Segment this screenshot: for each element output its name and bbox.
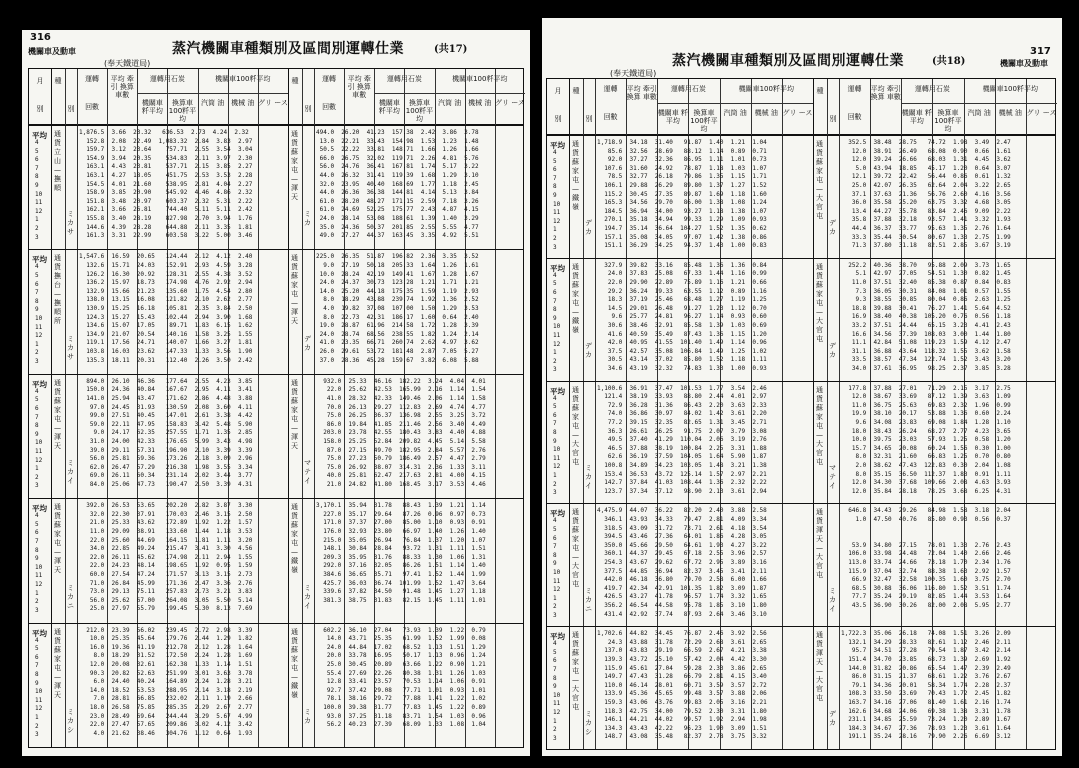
header-oil-sub1: 汽筒 油: [723, 109, 747, 117]
left-page-number: 316: [30, 32, 51, 43]
header-type: 種: [816, 87, 824, 95]
block-data-rows: 1,100.6 36.91 37.47 101.53 1.77 3.54 2.46 121.4 38.19 33.93 88.80 2.44 4.01 2.97 72.9 36.28 31.36 86.43 2.20 3.63 2.33 74.0 36.86 30.97 84.02 1.42 3.61 2.20 77.2 39.15 32.35 82.65 1.31 3.45 2.71 36.3 26.61 26.25 91.75 2.07 3.79 3.08 49.5 37.40 41.29 110.04 2.06 3.19 2.76 46.5 37.88 38.19 100.84 2.25 3.31 1.88 62.6 36.19 37.59 104.05 1.64 5.90 1.87 100.8 34.89 34.23 103.05 1.48 3.21 1.38 153.4 36.53 43.72 125.14 1.57 2.97 2.21 142.7 37.84 41.03 108.44 1.36 2.32 2.22 123.7 37.34 37.12 98.90 2.13 3.61 2.94: [597, 384, 767, 495]
block-engine-class: デカ: [829, 709, 836, 727]
block-data-rows: 327.9 39.82 33.16 85.48 1.36 1.36 0.84 24.0 37.83 25.08 67.33 1.44 1.16 0.99 22.0 29.90 22.89 75.89 1.16 1.21 0.66 29.2 36.24 19.33 63.55 1.12 0.89 1.16 18.3 37.19 25.46 68.48 1.27 1.19 1.25 14.5 29.01 26.48 91.27 1.23 1.12 0.70 9.6 25.77 24.81 96.27 1.14 0.93 0.60 30.6 38.46 32.91 85.58 1.39 1.03 0.69 41.6 40.59 35.49 87.43 1.36 1.15 1.20 42.0 40.95 41.55 101.40 1.49 1.14 0.96 37.5 42.57 35.08 106.84 1.49 1.25 1.02 30.5 43.14 37.02 85.80 1.52 1.18 1.11 34.6 43.19 32.32 74.83 1.33 1.00 0.93: [604, 261, 767, 372]
header-oil-sub2: 機械 油: [468, 99, 492, 107]
data-block: [29, 623, 523, 747]
block-route-name: 通貨 撫台—撫順所: [54, 254, 61, 326]
header-coal: 運轉用石炭: [670, 85, 706, 93]
block-average-label: 平均: [550, 509, 565, 519]
block-average-label: 平均: [550, 386, 565, 396]
data-block: [547, 626, 1055, 749]
block-engine-class: ミカイ: [829, 587, 836, 614]
block-route-name: 通貨 蘇家屯—渾天: [54, 627, 61, 699]
header-coal-sub2: 換算車 100粁平均: [934, 109, 962, 133]
left-page: [22, 30, 530, 756]
left-header-small: 機關車及動車: [28, 47, 76, 56]
block-route-name: 通貨 渾天—大官屯: [816, 508, 823, 580]
header-runs: 運轉: [322, 75, 337, 83]
block-average-label: 平均: [32, 379, 47, 389]
block-engine-class: ミカ: [304, 707, 311, 725]
right-page-title: 蒸汽機關車種類別及區間別運轉仕業: [672, 53, 904, 69]
block-route-name: 通貨 蘇家屯—鐵嶺: [291, 503, 298, 575]
data-block: [547, 503, 1055, 626]
right-page-series: (共18): [932, 56, 966, 67]
block-data-rows: 1,876.5 3.66 23.32 636.53 2.73 4.24 2.32 152.8 2.08 22.49 1,083.32 2.84 3.83 2.97 159.7 3.12 23.64 757.71 2.55 3.54 3.04 154.9 3.94 20.35 534.83 2.11 3.97 2.30 163.1 4.43 23.81 537.71 2.15 3.85 2.27 163.1 4.27 18.05 451.75 2.53 3.53 2.28 154.5 4.01 21.60 538.95 2.81 4.04 2.27 158.9 3.85 20.90 545.92 4.46 4.86 2.32 151.8 3.48 20.97 603.37 2.32 5.31 2.22 162.1 3.66 26.81 744.40 5.11 5.11 2.42 155.8 3.40 28.19 827.98 2.70 3.94 1.76 144.6 4.39 28.28 644.88 2.11 3.35 1.81 161.3 3.31 22.99 603.58 3.22 5.00 3.46: [79, 129, 253, 240]
block-route-name: 通貨 蘇家屯—渾天: [54, 378, 61, 450]
header-coal: 運轉用石炭: [149, 75, 185, 83]
header-count: 回數: [603, 113, 618, 121]
header-oil: 機關車100粁平均: [738, 85, 794, 93]
header-oil-sub1: 汽筒 油: [201, 99, 225, 107]
header-coal-sub1: 機關車 粁平均: [657, 109, 688, 125]
header-type: 種: [572, 87, 580, 95]
table-header: [29, 69, 523, 125]
block-engine-class: ミカニ: [585, 587, 592, 614]
header-oil: 機關車100粁平均: [215, 75, 271, 83]
data-block: [29, 125, 523, 249]
header-coal-sub1: 機關車 粁平均: [378, 99, 400, 115]
block-engine-class: ミカイ: [304, 583, 311, 610]
left-page-title: 蒸汽機關車種類別及區間別運轉仕業: [172, 41, 404, 57]
header-oil-sub3: グリ ース: [257, 99, 288, 107]
header-route: 別: [67, 105, 75, 113]
header-type: 種: [291, 77, 299, 85]
header-runs: 運轉: [85, 75, 100, 83]
block-engine-class: マテイ: [304, 459, 311, 486]
data-block: [547, 381, 1055, 504]
left-data-table: [28, 68, 524, 748]
block-data-rows: 1,702.6 44.82 34.45 76.87 2.46 3.92 2.56 24.3 43.88 31.78 72.29 2.68 3.61 2.65 137.0 43.83 29.19 66.59 2.67 4.21 3.38 139.3 43.72 25.10 57.42 2.04 4.42 3.30 115.9 45.61 27.04 59.28 2.33 3.86 2.65 149.7 47.43 31.28 66.79 2.81 4.15 3.40 110.0 46.14 28.01 60.71 3.59 3.57 2.72 133.9 45.36 45.65 99.48 3.57 3.88 2.06 159.3 43.06 43.76 99.83 2.05 3.16 2.21 118.3 42.75 34.00 79.52 2.30 3.31 1.80 146.1 44.21 44.02 99.57 1.92 2.94 1.98 134.3 43.43 42.22 96.23 1.90 3.09 1.51 148.7 43.08 35.48 82.37 2.78 3.75 3.32: [597, 630, 767, 741]
header-avg-tons: 平均 牽引 換算 車數: [870, 85, 901, 101]
block-month-list: 4 5 6 7 8 9 10 11 12 1 2 3: [553, 640, 561, 742]
block-engine-class: マテイ: [829, 464, 836, 491]
block-average-label: 平均: [32, 504, 47, 514]
block-data-rows: 4,475.9 44.07 36.22 82.20 2.40 3.88 2.58 346.1 43.93 34.33 79.47 2.81 4.09 3.34 318.5 43.09 31.72 73.71 2.61 4.18 3.54 394.5 43.46 27.36 64.01 1.86 4.28 3.05 350.0 45.66 29.50 64.61 1.93 4.27 3.22 360.1 44.37 29.45 67.18 2.55 3.96 2.57 254.3 43.67 29.62 67.72 2.95 3.89 3.16 377.5 44.85 36.94 82.37 3.45 3.41 2.11 442.0 46.18 36.80 79.70 2.58 6.00 1.66 419.7 42.34 42.91 101.35 1.82 3.09 1.87 426.5 43.27 41.78 96.57 1.74 3.32 1.65 356.2 46.54 44.58 95.78 1.85 3.10 1.80 431.4 42.92 37.74 87.93 2.64 3.46 3.10: [597, 507, 767, 618]
block-month-list: 4 5 6 7 8 9 10 11 12 1 2 3: [35, 139, 43, 241]
block-route-name: 通貨 蘇家屯—渾天: [291, 130, 298, 201]
block-route-name: 通貨 蘇家屯—鐵嶺: [572, 140, 579, 211]
data-block: [547, 258, 1055, 381]
right-data-table: [546, 78, 1056, 750]
header-count: 回數: [847, 113, 862, 121]
block-average-label: 平均: [550, 632, 565, 642]
data-block: [29, 249, 523, 373]
block-engine-class: ミカサ: [67, 210, 74, 237]
block-engine-class: ミカイ: [67, 459, 74, 486]
block-route-name: 通貨 蘇家屯—大官屯: [816, 140, 823, 220]
header-oil: 機關車100粁平均: [452, 75, 508, 83]
right-header-small: 機關車及動車: [1000, 59, 1048, 68]
block-data-rows: 602.2 36.10 27.04 73.93 1.39 1.22 0.79 14.0 43.71 25.35 61.99 1.52 1.99 0.08 24.0 44.84 17.02 68.52 1.13 1.51 1.29 20.0 33.78 16.95 50.17 1.13 0.96 1.24 25.0 30.45 20.89 63.66 1.22 0.90 1.21 55.4 27.69 22.26 80.38 1.31 1.26 1.03 12.8 33.41 23.57 70.53 1.14 1.06 0.91 92.7 37.42 29.08 77.71 1.01 0.93 1.01 78.1 38.16 29.72 77.88 1.41 1.22 1.02 100.0 39.38 31.77 77.83 1.45 1.22 0.89 93.0 37.25 31.18 83.71 1.54 1.03 0.96 56.2 40.23 27.39 68.09 1.33 1.08 1.04: [323, 626, 486, 729]
block-average-label: 平均: [32, 628, 47, 638]
block-route-name: 通貨 蘇家屯—大官屯: [816, 262, 823, 343]
block-average-label: 平均: [550, 263, 565, 273]
block-data-rows: 894.0 26.10 46.36 177.64 2.55 4.23 3.85 150.0 24.36 40.84 167.67 2.95 4.11 3.41 141.0 25.94 43.47 171.62 2.86 4.48 3.88 97.0 24.45 31.93 130.59 2.08 3.60 4.11 99.0 27.51 40.45 147.01 2.61 3.38 4.42 59.0 22.11 47.95 158.83 3.42 5.48 5.90 9.0 24.17 62.35 257.55 1.71 1.35 2.85 31.0 24.00 42.33 176.65 5.99 3.43 4.98 39.0 29.11 57.31 196.90 2.10 3.39 3.39 56.0 25.81 59.36 173.26 2.18 3.09 2.96 62.0 26.47 57.29 216.38 1.98 3.55 3.34 69.0 26.11 60.34 231.14 2.02 3.44 3.77 84.0 25.06 47.73 190.47 2.50 3.39 4.31: [86, 377, 253, 488]
header-oil-sub3: グリ ース: [782, 109, 813, 117]
header-coal: 運轉用石炭: [914, 85, 950, 93]
header-oil-sub2: 機械 油: [998, 109, 1022, 117]
header-avg-tons: 平均 牽引 換算 車數: [626, 85, 657, 101]
header-route: 別: [829, 115, 837, 123]
block-data-rows: 494.0 26.20 41.23 157.38 2.42 3.86 3.78 13.0 22.21 33.43 154.98 1.53 1.23 1.48 50.5 22.22 33.81 148.71 1.66 1.26 1.66 66.0 26.75 32.02 119.71 2.26 4.81 5.76 56.0 24.76 36.41 167.81 1.74 5.17 3.22 44.0 26.32 31.41 119.39 1.68 1.29 3.10 32.0 23.95 40.40 168.69 1.77 1.18 2.45 44.0 26.36 36.38 144.81 4.14 5.13 3.84 61.0 28.20 48.27 171.15 2.59 7.18 3.26 61.0 24.69 52.25 175.77 2.43 4.87 4.15 24.0 28.14 53.08 188.61 1.39 1.40 3.29 35.0 24.36 50.37 201.85 2.55 5.55 4.77 49.0 27.27 44.37 163.45 3.35 4.92 5.51: [316, 129, 479, 240]
left-region-note: (奉天鐵道局): [104, 59, 151, 68]
header-subline: [657, 103, 813, 104]
header-category: 別: [36, 105, 44, 113]
header-oil-sub3: グリ ース: [494, 99, 525, 107]
block-month-list: 4 5 6 7 8 9 10 11 12 1 2 3: [35, 512, 43, 614]
header-route: 別: [585, 115, 593, 123]
block-data-rows: 1,547.6 16.59 20.65 124.44 2.12 4.12 2.40 132.6 15.71 24.03 152.91 2.93 4.59 3.28 126.2 16.30 20.92 128.31 2.55 4.38 3.52 136.2 15.97 18.73 174.98 4.76 2.92 2.94 132.9 15.66 21.23 135.60 1.75 4.54 2.80 138.0 13.15 16.08 121.82 2.10 2.62 2.77 130.9 15.25 16.18 105.81 2.35 3.84 2.50 124.3 15.27 15.43 102.44 2.94 3.90 1.68 134.6 15.07 17.05 89.71 1.83 6.15 1.62 134.9 21.07 20.54 140.16 1.58 3.25 1.55 119.1 17.56 24.71 140.07 1.66 3.27 1.81 103.8 16.03 23.62 147.33 1.33 3.56 1.90 135.3 18.11 20.31 112.40 2.26 3.50 2.42: [79, 253, 253, 364]
data-block: [547, 135, 1055, 258]
header-oil-sub2: 機械 油: [231, 99, 255, 107]
block-month-list: 4 5 6 7 8 9 10 11 12 1 2 3: [553, 271, 561, 374]
block-data-rows: 3,170.1 35.94 31.78 88.43 1.39 1.21 1.14 227.0 35.17 29.64 87.26 0.96 0.97 0.73 171.0 37.37 27.00 85.00 1.10 0.93 0.91 176.0 32.93 23.80 66.97 1.40 1.26 1.40 215.0 35.05 26.94 76.84 1.37 1.20 1.07 148.1 30.84 28.84 93.72 1.31 1.11 1.51 209.3 35.95 31.76 88.33 1.30 1.06 1.31 292.0 37.16 32.05 86.26 1.51 1.14 1.40 384.6 36.65 35.71 97.41 1.52 1.44 1.99 425.7 36.03 36.74 101.99 1.52 1.47 3.64 339.6 37.82 34.50 91.48 1.45 1.27 1.18 381.3 38.75 31.83 82.15 1.45 1.11 1.01: [316, 502, 486, 604]
block-data-rows: 212.0 23.39 56.02 239.45 2.72 2.98 3.39 10.0 25.35 45.64 179.76 2.44 1.29 1.82 16.0 19.36 41.19 212.78 2.12 1.28 1.64 8.0 18.29 31.52 172.50 2.24 1.28 1.69 12.0 20.08 32.61 162.38 1.33 1.14 1.51 90.3 20.82 52.63 251.99 3.01 3.63 3.78 6.0 24.40 40.24 164.89 2.24 1.28 3.21 14.0 18.52 53.53 288.95 2.14 3.18 2.19 7.0 28.81 66.85 232.02 2.11 1.19 2.66 18.0 26.58 75.85 285.35 2.29 2.67 2.77 23.0 28.49 69.64 244.44 3.29 5.67 4.99 22.0 27.47 57.65 209.86 3.02 4.12 3.42 4.0 21.62 38.46 304.76 1.12 0.64 1.93: [86, 626, 253, 737]
block-engine-class: ミカサ: [67, 334, 74, 361]
block-engine-class: デカ: [585, 218, 592, 236]
block-data-rows: 352.5 38.48 28.75 74.72 1.98 3.49 2.47 12.0 38.91 26.49 68.08 0.90 0.66 1.61 12.0 39.24 26.66 68.03 1.31 4.45 3.62 5.0 43.94 18.85 45.17 1.20 0.64 3.07 12.1 39.72 22.42 56.44 0.86 0.61 1.32 25.0 42.07 26.35 62.64 2.04 3.22 2.65 37.1 37.63 21.36 56.76 2.60 4.16 3.56 36.0 35.58 25.20 63.75 3.32 4.68 3.05 13.4 44.27 35.78 83.84 2.46 9.09 2.22 35.8 37.88 32.18 93.57 1.41 3.32 1.93 44.4 36.37 33.77 95.63 1.35 2.76 1.64 33.3 35.44 30.54 80.67 1.33 2.75 1.99 71.3 37.80 31.18 82.51 2.85 3.67 3.19: [848, 139, 1011, 250]
block-average-label: 平均: [32, 131, 47, 140]
header-type: 種: [54, 77, 62, 85]
block-route-name: 通貨 蘇家屯—鐵嶺: [291, 627, 298, 699]
header-runs: 運轉: [603, 85, 618, 93]
left-page-series: (共17): [434, 44, 468, 55]
header-category: 別: [554, 115, 562, 123]
block-data-rows: 177.8 37.88 27.01 71.29 2.15 3.17 2.75 12.0 38.67 33.69 87.12 1.39 3.63 1.09 11.0 36.75 25.63 69.83 2.32 1.96 0.99 19.9 38.10 20.17 53.88 1.36 0.60 2.24 9.6 34.08 23.83 69.08 1.84 1.28 1.10 18.0 38.43 26.24 68.27 2.77 4.23 3.65 10.0 39.75 23.03 57.93 1.25 0.58 1.20 15.7 34.65 20.08 60.24 1.56 0.30 1.00 8.0 32.31 21.60 66.83 1.25 0.70 0.80 2.0 38.62 47.43 122.83 0.30 2.04 1.08 8.0 35.15 36.50 112.37 1.83 0.91 1.11 12.0 34.30 37.68 109.66 2.08 4.63 3.93 12.0 35.84 28.18 78.25 3.68 6.25 4.31: [848, 384, 1011, 495]
header-coal-sub2: 換算車 100粁平均: [690, 109, 718, 133]
block-data-rows: 392.0 26.53 53.65 202.20 2.82 3.87 3.30 32.0 22.30 37.91 170.03 2.46 3.15 2.50 21.0 25.33 43.62 172.89 1.92 1.22 1.57 11.0 29.09 38.91 133.60 1.44 1.18 3.53 22.0 25.60 44.69 164.15 1.81 1.11 3.20 34.0 22.85 49.24 215.47 3.41 3.30 4.56 22.0 26.11 45.62 174.98 2.11 2.94 1.55 22.0 24.23 48.14 198.65 1.92 0.95 1.59 60.0 27.54 47.24 171.57 3.13 3.15 2.73 71.0 26.84 45.99 171.36 2.47 3.36 2.76 73.0 29.13 75.11 257.83 2.73 3.21 3.83 56.0 25.62 67.00 264.08 3.05 5.50 5.14 25.0 27.97 55.79 199.45 5.30 8.13 7.69: [86, 502, 253, 613]
block-month-list: 4 5 6 7 8 9 10 11 12 1 2 3: [35, 636, 43, 739]
header-avg-tons: 平均 牽引 換算 車數: [110, 75, 134, 99]
block-route-name: 通貨 蘇家屯—大官屯: [572, 385, 579, 466]
block-route-name: 通貨 蘇家屯—渾天: [291, 378, 298, 450]
block-route-name: 通貨 蘇家屯—渾天: [291, 254, 298, 326]
header-oil-sub1: 汽筒 油: [967, 109, 991, 117]
header-oil-sub2: 機械 油: [754, 109, 778, 117]
header-oil: 機關車100粁平均: [982, 85, 1038, 93]
block-route-name: 通貨 渾天—大官屯: [816, 631, 823, 703]
block-route-name: 通貨 蘇家屯—大官屯: [816, 385, 823, 466]
table-header: [547, 79, 1055, 135]
block-data-rows: 1,722.3 35.06 26.18 74.08 1.51 3.26 2.09 132.1 34.29 28.33 82.61 1.12 2.46 2.11 95.7 34.51 27.28 79.54 1.87 3.42 2.14 151.4 34.70 23.85 68.73 1.39 2.69 1.92 144.0 31.82 20.86 65.54 1.47 2.39 2.49 86.0 31.15 21.37 68.61 1.22 3.76 2.67 79.1 34.36 20.01 58.34 1.74 2.28 2.37 108.3 33.50 23.69 70.43 1.72 2.45 1.82 163.7 34.16 27.06 81.40 1.61 2.16 1.74 162.6 34.68 24.06 69.38 1.38 3.31 1.78 231.1 34.85 25.59 73.24 1.20 2.89 1.67 184.3 34.67 27.36 78.93 1.23 3.61 1.64 191.1 35.24 28.16 79.90 2.26 6.69 3.12: [841, 630, 1011, 741]
block-data-rows: 252.2 40.36 38.70 95.88 2.09 3.73 1.65 5.1 42.97 27.05 54.51 1.30 0.82 1.45 11.0 37.51 32.40 85.38 0.87 0.84 0.83 7.3 36.05 30.31 84.08 1.01 0.57 1.55 9.3 38.55 30.85 80.04 0.86 2.63 1.25 18.8 39.88 30.41 76.27 1.41 5.64 4.52 16.9 38.40 40.38 105.20 0.76 0.56 1.18 33.2 37.51 24.44 65.15 3.23 4.41 2.43 16.6 34.56 37.39 108.03 3.00 1.44 1.80 11.1 42.84 51.08 119.23 1.59 4.12 2.47 31.1 36.88 43.64 118.32 1.55 3.62 1.58 33.5 38.57 47.34 122.74 1.52 3.43 3.20 34.0 37.61 36.95 98.25 2.37 3.85 3.28: [848, 261, 1011, 372]
header-subline: [137, 93, 288, 94]
data-block: [29, 374, 523, 498]
header-route: 別: [304, 105, 312, 113]
data-block: [29, 498, 523, 622]
header-subline: [901, 103, 1057, 104]
header-coal-sub2: 換算車 100粁平均: [405, 99, 434, 123]
block-route-name: 通貨 蘇家屯—鐵嶺: [572, 262, 579, 334]
header-runs: 運轉: [847, 85, 862, 93]
block-month-list: 4 5 6 7 8 9 10 11 12 1 2 3: [553, 149, 561, 251]
header-oil-sub1: 汽筒 油: [438, 99, 462, 107]
right-page: [542, 18, 1062, 756]
block-average-label: 平均: [550, 141, 565, 150]
header-coal-sub1: 機關車 粁平均: [141, 99, 163, 115]
block-engine-class: デカ: [304, 334, 311, 352]
block-route-name: 通貨 蘇家屯—大官屯: [572, 631, 579, 712]
block-engine-class: ミカシ: [67, 707, 74, 734]
block-average-label: 平均: [32, 255, 47, 265]
header-coal-sub2: 換算車 100粁平均: [168, 99, 197, 123]
header-subline: [374, 93, 525, 94]
right-page-number: 317: [1030, 46, 1051, 57]
block-month-list: 4 5 6 7 8 9 10 11 12 1 2 3: [553, 394, 561, 497]
block-month-list: 4 5 6 7 8 9 10 11 12 1 2 3: [35, 387, 43, 490]
block-engine-class: デカ: [829, 341, 836, 359]
header-month: 月: [554, 87, 562, 95]
block-route-name: 通貨 立山—撫順: [54, 130, 61, 192]
block-data-rows: 646.8 34.43 29.26 84.98 1.58 3.18 2.04 1.0 47.50 40.76 85.80 0.93 0.56 0.37 53.9 34.80 27.15 78.01 1.33 2.76 2.43 106.0 33.98 24.48 72.04 1.40 2.66 2.46 113.0 33.74 24.66 73.18 1.70 2.34 1.76 115.9 37.04 32.74 88.38 1.63 2.92 1.57 66.9 32.47 32.58 100.35 1.60 3.75 2.70 68.5 30.88 36.06 116.80 1.52 3.51 1.74 77.7 35.24 29.19 82.85 1.44 3.53 1.64 43.5 36.90 30.26 82.00 2.08 5.95 2.77: [848, 507, 1011, 609]
block-data-rows: 225.0 26.35 51.87 196.82 2.36 3.35 3.52 9.0 27.19 50.18 205.33 1.64 1.26 1.61 10.0 28.24 42.19 149.41 1.67 1.28 1.67 24.0 24.37 30.73 123.28 1.21 1.71 1.21 14.0 25.20 44.18 175.35 1.59 1.19 2.93 8.0 18.29 43.88 239.74 1.92 1.36 2.52 4.0 19.82 37.08 107.00 1.50 1.29 3.53 8.0 22.73 42.31 186.17 1.60 0.64 2.40 19.0 28.87 61.96 214.58 1.72 1.28 3.39 24.0 28.74 68.56 238.55 1.82 1.24 2.14 41.0 23.35 66.71 260.74 2.62 4.97 3.62 26.0 29.61 53.72 181.48 2.87 7.05 5.27 37.0 28.36 45.28 159.67 3.82 6.08 5.88: [316, 253, 479, 364]
header-avg-tons: 平均 牽引 換算 車數: [347, 75, 371, 99]
header-count: 回數: [322, 103, 337, 111]
header-count: 回數: [85, 103, 100, 111]
block-engine-class: ミカイ: [585, 464, 592, 491]
header-oil-sub3: グリ ース: [1026, 109, 1057, 117]
block-month-list: 4 5 6 7 8 9 10 11 12 1 2 3: [35, 263, 43, 365]
block-month-list: 4 5 6 7 8 9 10 11 12 1 2 3: [553, 517, 561, 619]
block-engine-class: ミカシ: [585, 709, 592, 736]
block-data-rows: 1,718.9 34.18 31.40 91.87 1.40 1.21 1.04 85.6 32.56 28.69 88.12 1.14 0.89 0.71 92.0 37.27 32.36 86.95 1.11 1.01 0.73 107.6 31.60 24.92 78.87 1.18 1.03 1.07 78.5 32.77 26.18 79.86 1.35 1.15 1.71 106.1 29.88 26.29 89.80 1.37 1.27 1.52 115.2 30.45 27.35 89.87 1.69 1.18 1.60 165.3 34.56 29.70 86.00 1.38 1.08 1.24 184.5 36.94 34.00 93.27 1.18 1.38 1.07 270.1 35.18 34.94 99.33 1.29 1.09 0.93 194.7 35.14 36.64 104.27 1.52 1.35 0.62 157.1 35.08 34.05 97.07 1.42 1.38 0.86 151.1 36.29 34.25 94.37 1.43 1.00 0.83: [597, 139, 767, 250]
header-month: 月: [36, 77, 44, 85]
block-route-name: 通貨 蘇家屯—大官屯: [572, 508, 579, 589]
header-coal: 運轉用石炭: [386, 75, 422, 83]
block-engine-class: ミカニ: [67, 583, 74, 610]
block-engine-class: デカ: [829, 218, 836, 236]
block-engine-class: デカ: [585, 341, 592, 359]
block-data-rows: 932.0 25.33 46.16 182.22 3.24 4.04 4.01 22.0 25.62 42.53 165.99 2.16 1.14 1.54 41.0 28.32 42.33 149.46 2.06 1.14 1.58 70.0 26.13 29.27 112.83 2.69 4.74 4.77 75.0 26.25 36.37 136.98 2.55 3.25 3.72 86.0 19.84 41.85 211.46 2.56 3.40 4.49 203.0 23.78 42.55 180.43 3.83 4.40 4.88 158.0 25.25 52.84 209.82 4.45 5.14 5.58 87.0 27.15 49.70 182.95 2.84 5.57 2.76 75.0 27.23 50.79 186.49 2.57 4.47 2.79 75.0 26.92 38.07 314.31 2.36 1.33 3.11 40.0 25.81 62.47 217.63 2.81 4.00 4.15 21.0 24.82 41.80 168.45 3.17 3.53 4.46: [323, 377, 486, 488]
header-coal-sub1: 機關車 粁平均: [901, 109, 932, 125]
block-engine-class: ミカ: [304, 210, 311, 228]
right-region-note: (奉天鐵道局): [610, 69, 657, 78]
block-route-name: 通貨 蘇家屯—渾天: [54, 503, 61, 575]
